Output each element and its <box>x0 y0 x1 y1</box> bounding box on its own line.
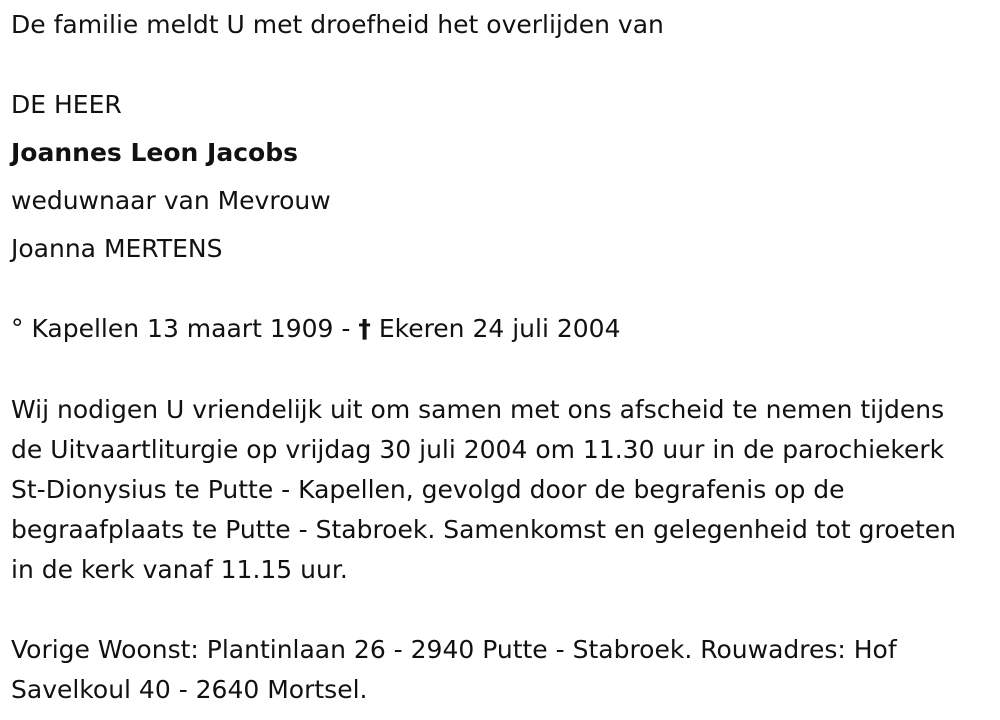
life-dates <box>11 314 621 344</box>
widower-line: weduwnaar van Mevrouw <box>11 186 331 215</box>
address-paragraph: Vorige Woonst: Plantinlaan 26 - 2940 Putte - Stabroek. Rouwadres: Hof Savelkoul 40 - 2640 Mortsel. <box>11 635 897 704</box>
cross-icon: † <box>358 314 371 343</box>
honorific-title: DE HEER <box>11 90 122 119</box>
deceased-name: Joannes Leon Jacobs <box>11 138 298 167</box>
birth-info: ° Kapellen 13 maart 1909 - <box>11 314 351 343</box>
invitation-paragraph: Wij nodigen U vriendelijk uit om samen met ons afscheid te nemen tijdens de Uitvaartliturgie op vrijdag 30 juli 2004 om 11.30 uur in de parochiekerk St-Dionysius te Putte - Kapellen, gevolgd door de begrafenis op de begraafplaats te Putte - Stabroek. Samenkomst en gelegenheid tot groeten in de kerk vanaf 11.15 uur. <box>11 395 956 584</box>
intro-text: De familie meldt U met droefheid het overlijden van <box>11 10 664 39</box>
death-info: Ekeren 24 juli 2004 <box>378 314 621 343</box>
spouse-name: Joanna MERTENS <box>11 234 223 263</box>
